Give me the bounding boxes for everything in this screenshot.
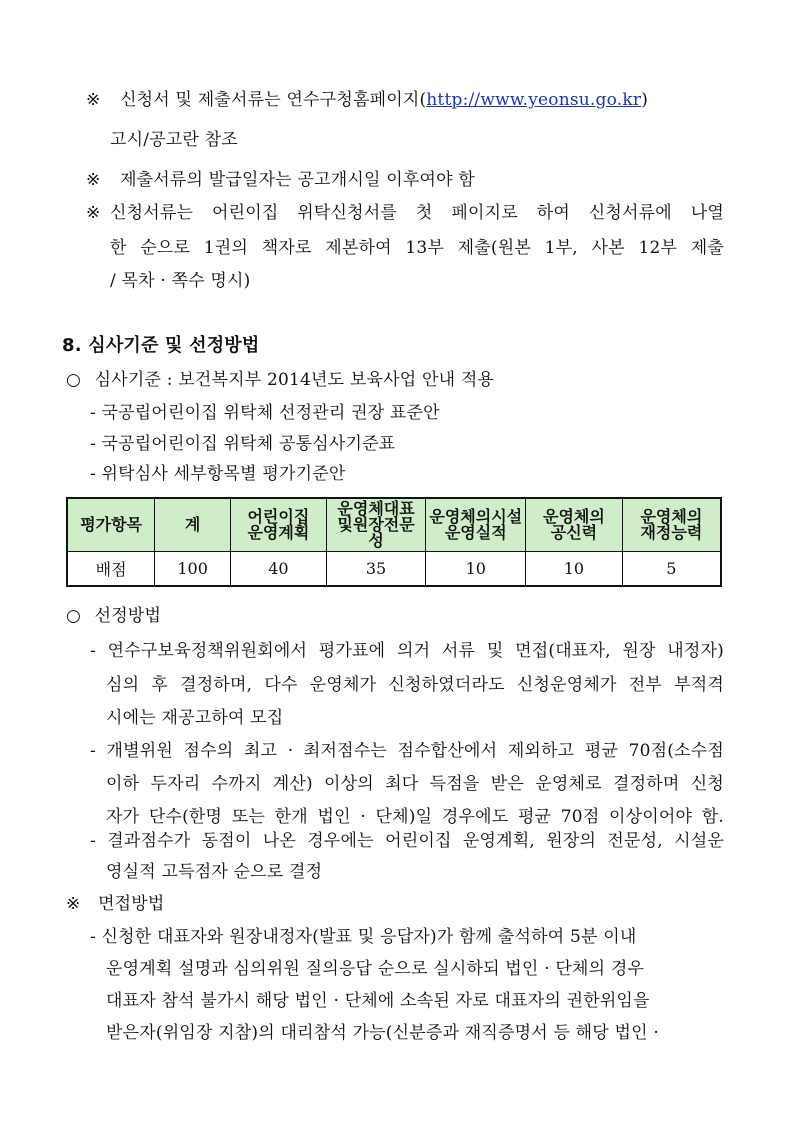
selection-b2-line2: 이하 두자리 수까지 계산) 이상의 최다 득점을 받은 운영체로 결정하며 신청 [106, 774, 724, 794]
header-cell: 운영체의 재정능력 [622, 498, 721, 552]
interview-line4: 받은자(위임장 지참)의 대리참석 가능(신분증과 재직증명서 등 해당 법인 · [106, 1023, 659, 1043]
note-binding-line1: 신청서류는 어린이집 위탁신청서를 첫 페이지로 하여 신청서류에 나열 [110, 203, 724, 223]
selection-b2-line3: 자가 단수(한명 또는 한개 법인 · 단체)일 경우에도 평균 70점 이상이어야 함. [106, 807, 724, 827]
value-cell: 40 [231, 552, 327, 587]
note-mark: ※ [86, 90, 101, 110]
header-cell: 운영체대표 및원장전문 성 [326, 498, 426, 552]
value-cell: 10 [526, 552, 623, 587]
score-table-row [67, 552, 721, 587]
selection-b3-line2: 영실적 고득점자 순으로 결정 [106, 862, 323, 882]
header-cell: 운영체의시설 운영실적 [426, 498, 526, 552]
interview-title: ※ 면접방법 [66, 894, 165, 914]
selection-b1-line2: 심의 후 결정하며, 다수 운영체가 신청하였더라도 신청운영체가 전부 부적격 [106, 675, 724, 695]
header-cell: 운영체의 공신력 [526, 498, 623, 552]
section-8-title: 8. 심사기준 및 선정방법 [62, 335, 260, 356]
value-cell: 10 [426, 552, 526, 587]
note-issue-date: ※ 제출서류의 발급일자는 공고개시일 이후여야 함 [86, 170, 475, 190]
note-binding-line2: 한 순으로 1권의 책자로 제본하여 13부 제출(원본 1부, 사본 12부 제출 [110, 238, 724, 258]
criteria-bullet-2: - 국공립어린이집 위탁체 공통심사기준표 [90, 434, 396, 454]
criteria-bullet-3: - 위탁심사 세부항목별 평가기준안 [90, 464, 346, 484]
note-mark: ※ [86, 170, 101, 190]
note-mark: ※ [66, 894, 81, 914]
header-cell: 계 [155, 498, 231, 552]
interview-line3: 대표자 참석 불가시 해당 법인 · 단체에 소속된 자로 대표자의 권한위임을 [106, 991, 650, 1011]
header-cell: 어린이집 운영계획 [231, 498, 327, 552]
selection-b1-line1: - 연수구보육정책위원회에서 평가표에 의거 서류 및 면접(대표자, 원장 내정자) [90, 641, 724, 661]
homepage-link[interactable]: http://www.yeonsu.go.kr [426, 90, 642, 110]
selection-b2-line1: - 개별위원 점수의 최고 · 최저점수는 점수합산에서 제외하고 평균 70점(소수점 [90, 741, 724, 761]
value-cell: 35 [326, 552, 426, 587]
selection-b3-line1: - 결과점수가 동점이 나온 경우에는 어린이집 운영계획, 원장의 전문성, 시설운 [90, 831, 724, 851]
criteria-line: ○ 심사기준 : 보건복지부 2014년도 보육사업 안내 적용 [66, 370, 495, 390]
note-binding [86, 202, 100, 224]
interview-line1: - 신청한 대표자와 원장내정자(발표 및 응답자)가 함께 출석하여 5분 이내 [90, 927, 637, 947]
interview-line2: 운영계획 설명과 심의위원 질의응답 순으로 실시하되 법인 · 단체의 경우 [106, 959, 645, 979]
header-cell: 평가항목 [67, 498, 155, 552]
note-mark: ※ [86, 203, 101, 223]
value-cell: 100 [155, 552, 231, 587]
circle-bullet: ○ [66, 370, 82, 390]
score-table [66, 497, 722, 587]
circle-bullet: ○ [66, 606, 82, 626]
note-apply-docs: ※ 신청서 및 제출서류는 연수구청홈페이지(http://www.yeonsu.go.kr) [86, 90, 649, 110]
note-apply-docs-cont: 고시/공고란 참조 [110, 130, 238, 150]
selection-b1-line3: 시에는 재공고하여 모집 [106, 708, 284, 728]
value-cell: 5 [622, 552, 721, 587]
row-label-cell: 배점 [67, 552, 155, 587]
selection-title: ○ 선정방법 [66, 606, 162, 626]
score-table-header-row [67, 498, 721, 552]
criteria-bullet-1: - 국공립어린이집 위탁체 선정관리 권장 표준안 [90, 403, 440, 423]
note-binding-line3: / 목차 · 쪽수 명시) [110, 271, 251, 291]
